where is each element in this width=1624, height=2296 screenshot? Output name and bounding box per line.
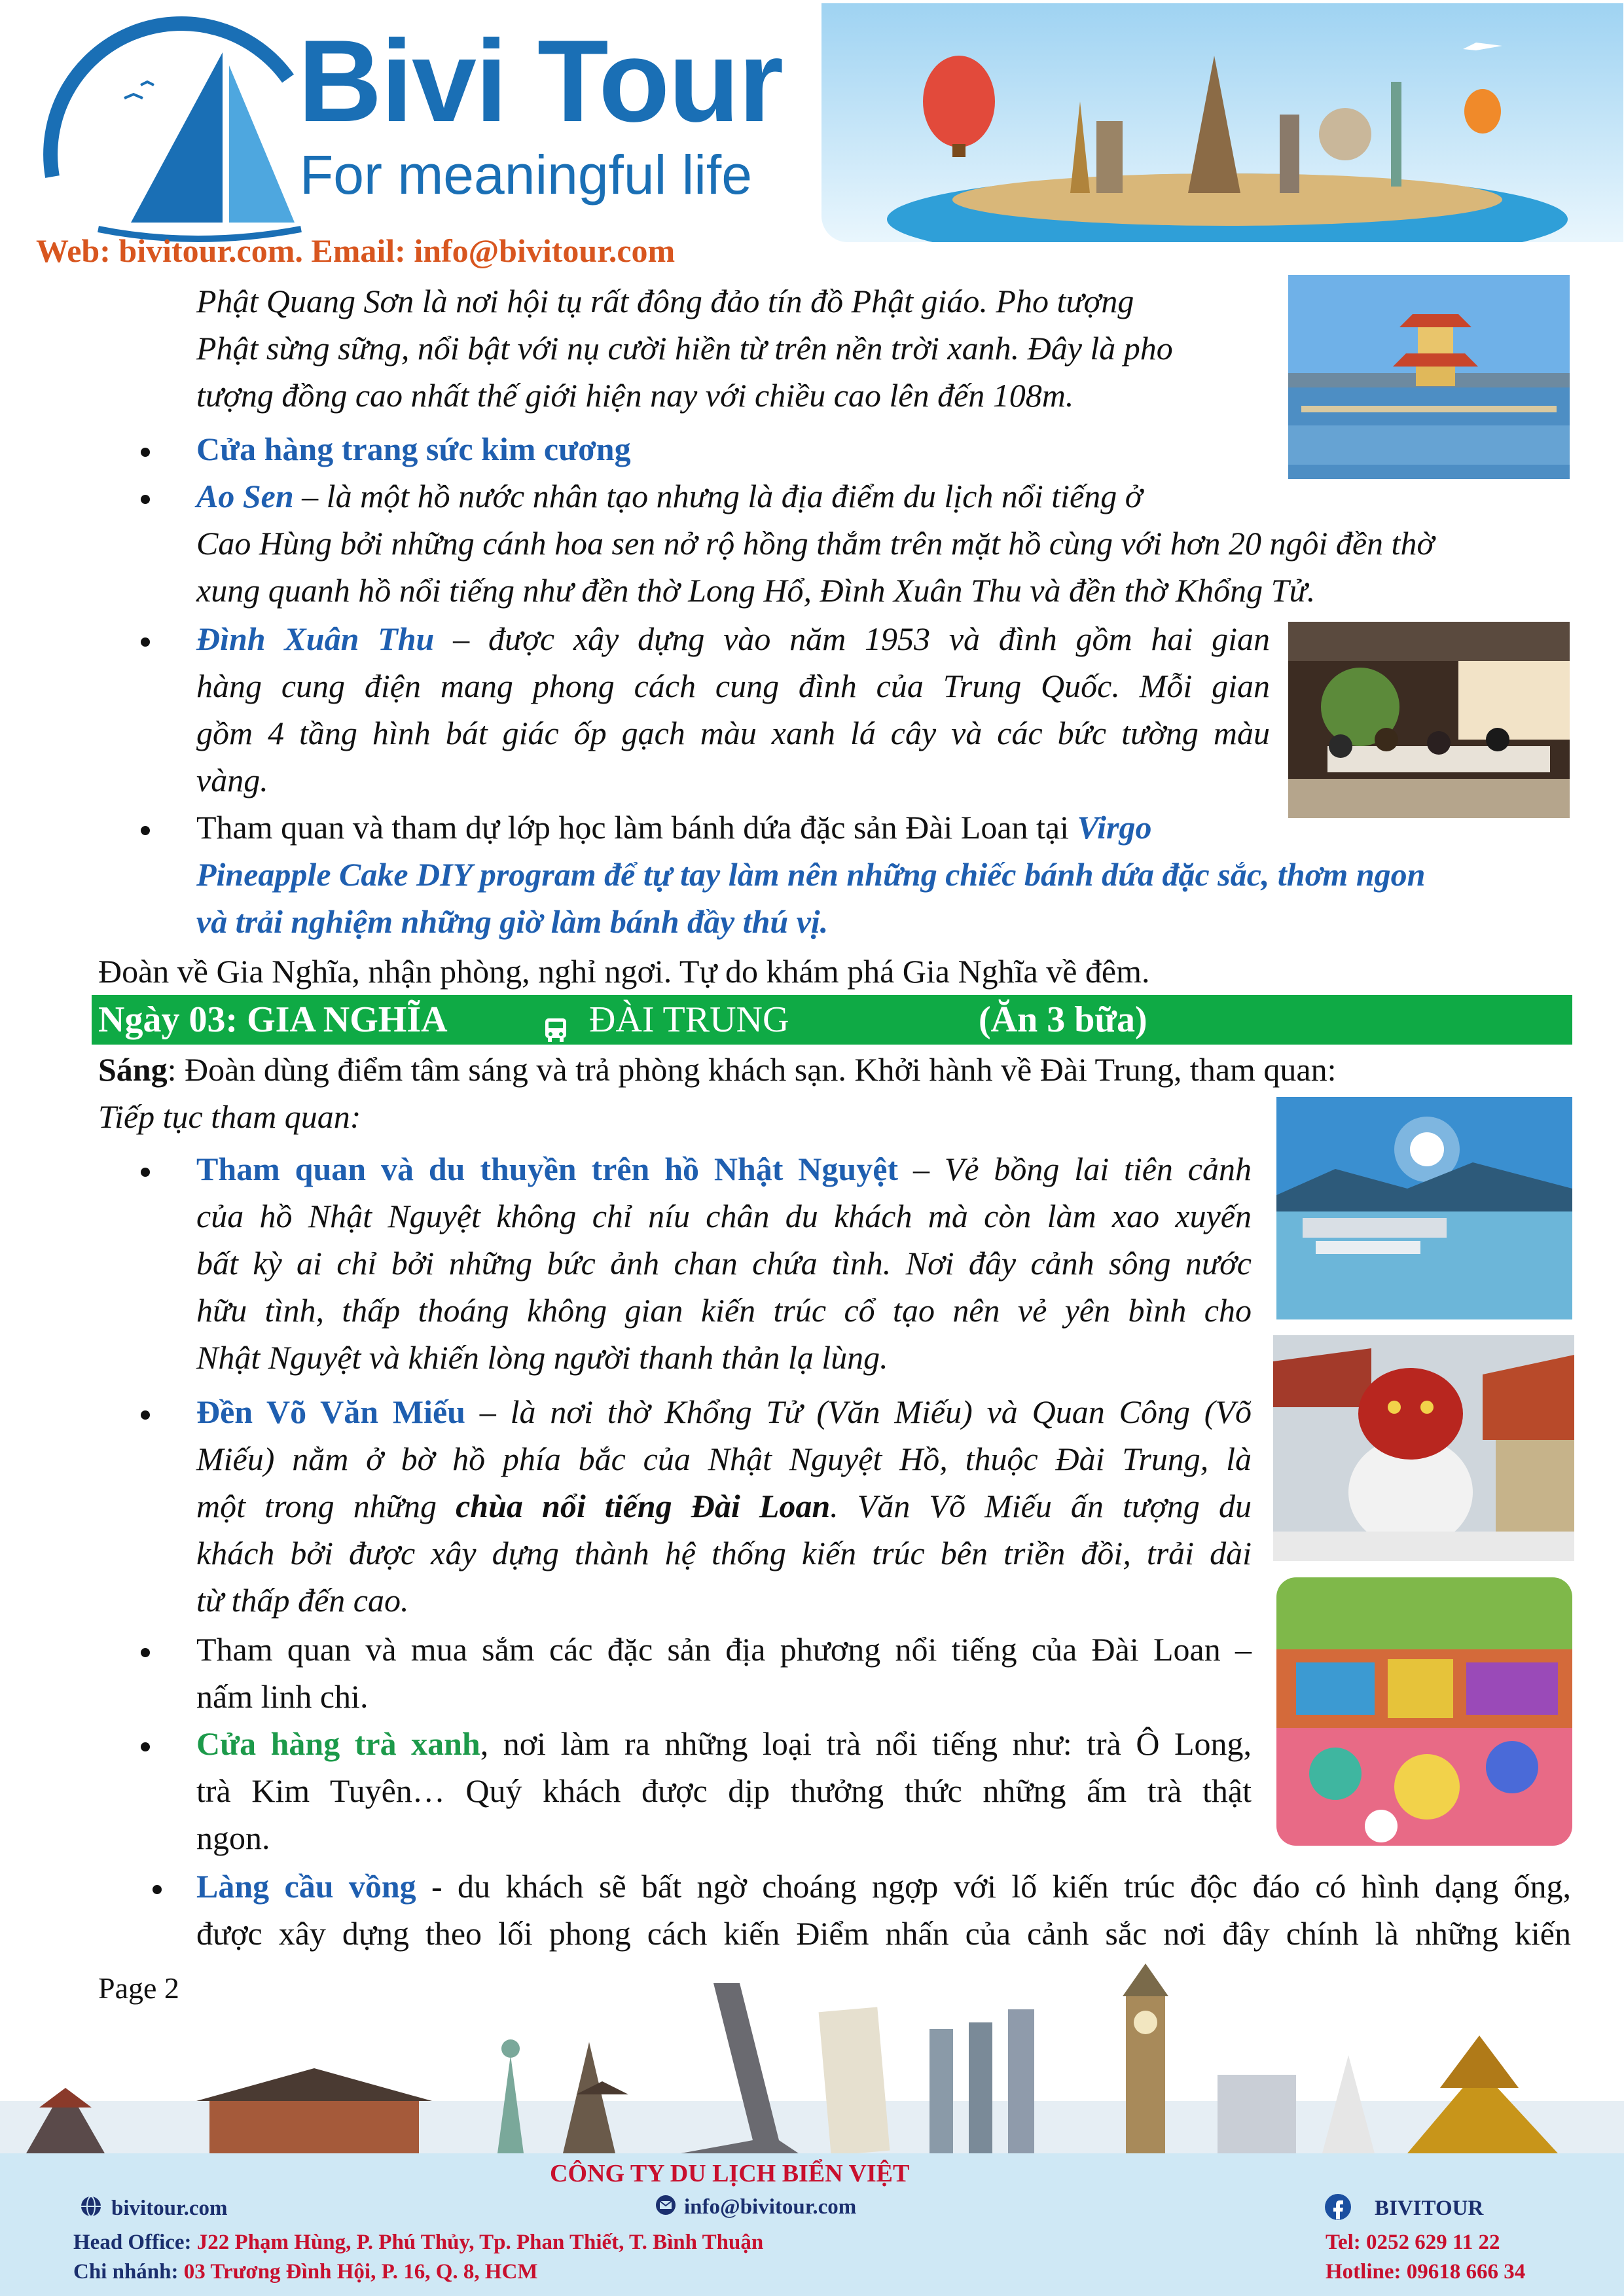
footer-website[interactable]: bivitour.com xyxy=(111,2197,228,2220)
day-heading-meals: (Ăn 3 bữa) xyxy=(979,999,1147,1040)
head-office-address: J22 Phạm Hùng, P. Phú Thủy, Tp. Phan Thiết, T. Bình Thuận xyxy=(196,2231,764,2254)
rainbow-village-title: Làng cầu vồng xyxy=(196,1868,416,1905)
bullet-rainbow-village xyxy=(196,1863,1571,1957)
night-arrival-line: Đoàn về Gia Nghĩa, nhận phòng, nghỉ ngơi. Tự do khám phá Gia Nghĩa về đêm. xyxy=(98,953,1150,990)
footer-email[interactable]: info@bivitour.com xyxy=(684,2195,857,2219)
dinh-xuan-thu-line: gồm 4 tầng hình bát giác ốp gạch màu xanh lá cây và các bức tường màu xyxy=(196,715,1270,751)
brand-name: Bivi Tour xyxy=(298,16,783,146)
branch-label: Chi nhánh: xyxy=(73,2260,179,2284)
dinh-xuan-thu-title: Đình Xuân Thu xyxy=(196,620,435,657)
footer-branch xyxy=(73,2261,538,2283)
intro-line: tượng đồng cao nhất thế giới hiện nay với chiều cao lên đến 108m. xyxy=(196,377,1074,414)
pineapple-line: và trải nghiệm những giờ làm bánh đầy thú vị. xyxy=(196,903,829,940)
wenwu-temple-line: khách bởi được xây dựng thành hệ thống kiến trúc bên triền đồi, trải dài xyxy=(196,1535,1252,1571)
intro-paragraph xyxy=(196,278,1270,419)
bullet-dot xyxy=(141,1168,150,1177)
footer-tel: Tel: 0252 629 11 22 xyxy=(1326,2231,1500,2254)
sun-moon-lake-line: Nhật Nguyệt và khiến lòng người thanh thản lạ lùng. xyxy=(196,1339,888,1376)
footer-head-office xyxy=(73,2232,763,2253)
bullet-sun-moon-lake xyxy=(196,1145,1252,1381)
bullet-dot xyxy=(141,448,150,457)
ao-sen-line: Cao Hùng bởi những cánh hoa sen nở rộ hồng thắm trên mặt hồ cùng với hơn 20 ngôi đền thờ xyxy=(196,525,1435,562)
lingzhi-line: nấm linh chi. xyxy=(196,1678,369,1715)
green-tea-line: trà Kim Tuyên… Quý khách được dịp thưởng thức những ấm trà thật xyxy=(196,1772,1252,1809)
day-heading-route-start: Ngày 03: GIA NGHĨA xyxy=(98,999,448,1040)
bullet-dot xyxy=(153,1885,162,1894)
bus-icon xyxy=(543,1007,568,1033)
footer-facebook[interactable]: BIVITOUR xyxy=(1375,2197,1484,2220)
header-landmarks-banner xyxy=(821,3,1623,242)
green-tea-text: , nơi làm ra những loại trà nổi tiếng như: trà Ô Long, xyxy=(480,1725,1252,1762)
wenwu-temple-title: Đền Võ Văn Miếu xyxy=(196,1393,465,1430)
email-icon xyxy=(655,2194,677,2216)
wenwu-temple-text: . Văn Võ Miếu ấn tượng du xyxy=(830,1488,1252,1524)
wenwu-temple-highlight: chùa nổi tiếng Đài Loan xyxy=(456,1488,831,1524)
sun-moon-lake-line: hữu tình, thấp thoáng không gian kiến trúc cổ tạo nên vẻ yên bình cho xyxy=(196,1292,1252,1329)
morning-label: Sáng xyxy=(98,1051,168,1088)
bullet-dot xyxy=(141,1742,150,1751)
photo-dining-hall xyxy=(1288,622,1570,818)
photo-wenwu-temple-lion xyxy=(1273,1335,1574,1561)
bullet-dot xyxy=(141,495,150,504)
bullet-lingzhi-shopping xyxy=(196,1626,1252,1720)
green-tea-title: Cửa hàng trà xanh xyxy=(196,1725,480,1762)
ao-sen-text: – là một hồ nước nhân tạo nhưng là địa điểm du lịch nổi tiếng ở xyxy=(293,478,1143,514)
bullet-dot xyxy=(141,637,150,647)
morning-text: : Đoàn dùng điểm tâm sáng và trả phòng khách sạn. Khởi hành về Đài Trung, tham quan: xyxy=(167,1051,1337,1088)
photo-sun-moon-lake xyxy=(1276,1097,1572,1319)
ao-sen-line: xung quanh hồ nổi tiếng như đền thờ Long Hổ, Đình Xuân Thu và đền thờ Khổng Tử. xyxy=(196,572,1316,609)
wenwu-temple-text: – là nơi thờ Khổng Tử (Văn Miếu) và Quan Công (Võ xyxy=(465,1393,1252,1430)
photo-rainbow-village xyxy=(1276,1577,1572,1846)
dinh-xuan-thu-line: hàng cung điện mang phong cách cung đình của Trung Quốc. Mỗi gian xyxy=(196,668,1270,704)
head-office-label: Head Office: xyxy=(73,2231,192,2254)
bullet-green-tea-shop xyxy=(196,1720,1252,1861)
lingzhi-line: Tham quan và mua sắm các đặc sản địa phương nổi tiếng của Đài Loan – xyxy=(196,1631,1252,1668)
dinh-xuan-thu-line: vàng. xyxy=(196,762,268,798)
pineapple-program-name: Virgo xyxy=(1077,809,1152,846)
bullet-dot xyxy=(141,1648,150,1657)
intro-line: Phật Quang Sơn là nơi hội tụ rất đông đảo tín đồ Phật giáo. Pho tượng xyxy=(196,283,1134,319)
intro-line: Phật sừng sững, nổi bật với nụ cười hiền từ trên nền trời xanh. Đây là pho xyxy=(196,330,1173,367)
bullet-diamond-store: Cửa hàng trang sức kim cương xyxy=(196,431,631,467)
bullet-ao-sen xyxy=(196,473,1571,614)
green-tea-line: ngon. xyxy=(196,1820,270,1856)
day-03-heading xyxy=(92,995,1572,1045)
bullet-wenwu-temple xyxy=(196,1388,1252,1624)
day-heading-route-end: ĐÀI TRUNG xyxy=(589,999,789,1040)
bullet-pineapple-cake xyxy=(196,804,1571,945)
wenwu-temple-line: Miếu) nằm ở bờ hồ phía bắc của Nhật Nguyệt Hồ, thuộc Đài Trung, là xyxy=(196,1441,1252,1477)
page-number: Page 2 xyxy=(98,1971,179,2005)
header-contact-line: Web: bivitour.com. Email: info@bivitour.com xyxy=(36,232,676,269)
morning-line xyxy=(98,1046,1578,1093)
facebook-icon xyxy=(1324,2193,1352,2221)
bullet-dot xyxy=(141,826,150,835)
ao-sen-title: Ao Sen xyxy=(196,478,294,514)
pineapple-text: Tham quan và tham dự lớp học làm bánh dứa đặc sản Đài Loan tại xyxy=(196,809,1077,846)
wenwu-temple-text: một trong những xyxy=(196,1488,456,1524)
sun-moon-lake-line: bất kỳ ai chỉ bởi những bức ảnh chan chứa tình. Nơi đây cảnh sông nước xyxy=(196,1245,1252,1282)
sun-moon-lake-title: Tham quan và du thuyền trên hồ Nhật Nguyệt xyxy=(196,1151,899,1187)
dinh-xuan-thu-text: – được xây dựng vào năm 1953 và đình gồm hai gian xyxy=(434,620,1270,657)
bullet-dot xyxy=(141,1410,150,1420)
sun-moon-lake-line: của hồ Nhật Nguyệt không chỉ níu chân du khách mà còn làm xao xuyến xyxy=(196,1198,1252,1234)
footer-company-name: CÔNG TY DU LỊCH BIỂN VIỆT xyxy=(550,2160,910,2187)
sun-moon-lake-text: – Vẻ bồng lai tiên cảnh xyxy=(898,1151,1252,1187)
pineapple-line: Pineapple Cake DIY program để tự tay làm nên những chiếc bánh dứa đặc sắc, thơm ngon xyxy=(196,856,1426,893)
wenwu-temple-line: từ thấp đến cao. xyxy=(196,1582,409,1619)
continue-line: Tiếp tục tham quan: xyxy=(98,1098,361,1135)
footer-landmarks-skyline xyxy=(0,1957,1624,2166)
photo-lotus-lake-pavilion xyxy=(1288,275,1570,479)
footer-hotline: Hotline: 09618 666 34 xyxy=(1326,2260,1526,2284)
bullet-dinh-xuan-thu xyxy=(196,615,1270,804)
branch-address: 03 Trương Đình Hội, P. 16, Q. 8, HCM xyxy=(183,2260,538,2284)
brand-tagline: For meaningful life xyxy=(300,144,752,206)
rainbow-village-line: được xây dựng theo lối phong cách kiến Điểm nhấn của cảnh sắc nơi đây chính là những kiến xyxy=(196,1915,1571,1952)
rainbow-village-text: - du khách sẽ bất ngờ choáng ngợp với lố kiến trúc độc đáo có hình dạng ống, xyxy=(416,1868,1571,1905)
globe-icon xyxy=(80,2195,102,2217)
